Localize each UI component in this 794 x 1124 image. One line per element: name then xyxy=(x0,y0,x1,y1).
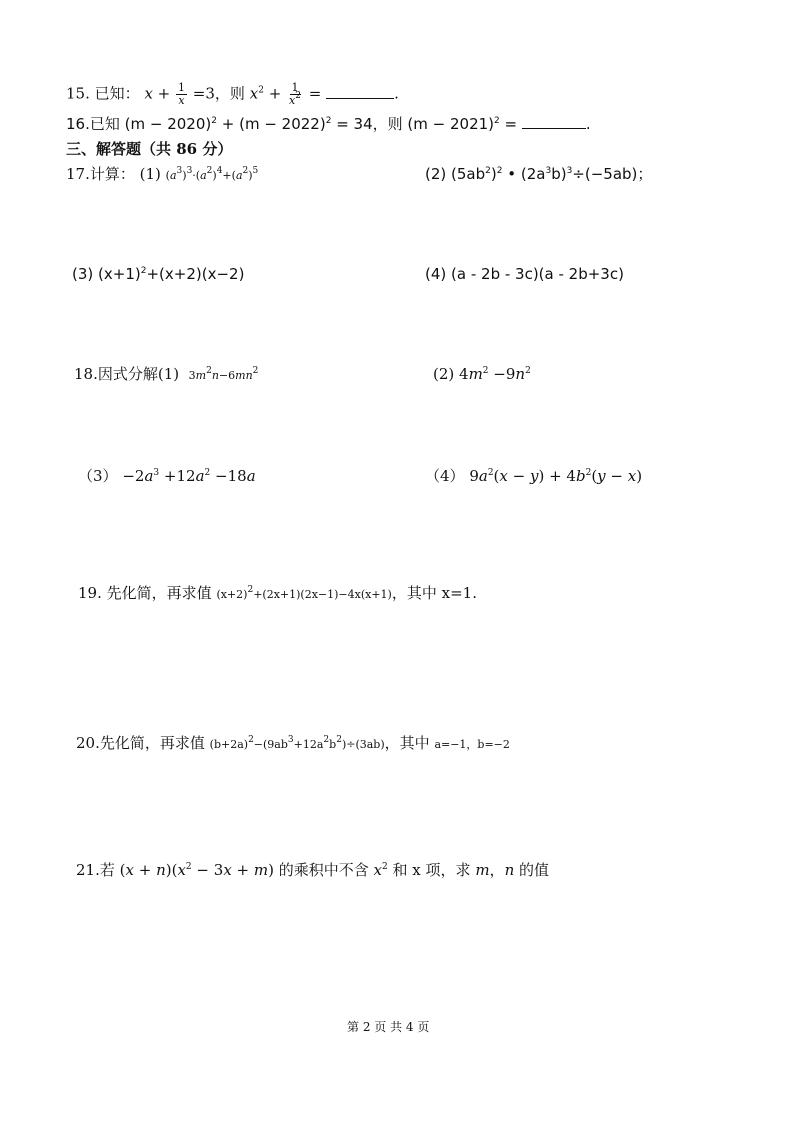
q15-answer-blank[interactable] xyxy=(326,98,394,99)
q15-fraction-2: $\frac{1}{x^2}$ xyxy=(289,81,301,107)
question-17-part-1: 17.计算： (1) $(a^3)^3\cdot(a^2)^4+(a^2)^5$ xyxy=(66,165,259,183)
question-17-part-4: (4) (a - 2b - 3c)(a - 2b+3c) xyxy=(425,265,624,283)
question-17-part-3: (3) $(x+1)^2+(x+2)(x-2)$ xyxy=(72,265,245,283)
section-heading: 三、解答题（共 86 分） xyxy=(66,140,233,158)
question-21: 21.若 $(x + n)(x^2 - 3x + m)$ 的乘积中不含 $x^2$ 和 x 项，求 m，n 的值 xyxy=(76,861,550,879)
question-18-part-1: 18.因式分解(1) $3m^2n-6mn^2$ xyxy=(74,365,259,383)
q15-label: 15. xyxy=(66,84,90,103)
question-15: 15. 已知： x + $\frac{1}{x}$ =3，则 $x^2$ + $\frac{1}{x^2}$ = . xyxy=(66,81,399,107)
q18-label: 18.因式分解(1) xyxy=(74,365,180,383)
question-18-part-3: $(3) -2a^3 +12a^2 -18a$ xyxy=(78,467,256,485)
q16-answer-blank[interactable] xyxy=(522,128,586,129)
q17-label: 17.计算： xyxy=(66,165,135,183)
question-19: 19. 先化简，再求值 $(x+2)^2+(2x+1)(2x-1)-4x(x+1)$，其中 x=1. xyxy=(78,584,477,602)
question-16: 16.已知 $(m - 2020)^2 + (m - 2022)^2 = 34$，则 $(m - 2021)^2$ = . xyxy=(66,115,591,133)
q15-fraction-1: $\frac{1}{x}$ xyxy=(178,81,186,107)
question-20: 20.先化简，再求值 $(b+2a)^2-(9ab^3+12a^2b^2)\div(3ab)$，其中 a=−1，b=−2 xyxy=(76,734,510,752)
question-18-part-4: （4） $9a^2(x - y) + 4b^2(y - x)$ xyxy=(425,467,643,485)
question-18-part-2: (2) $4m^2 -9n^2$ xyxy=(433,365,531,383)
question-17-part-2: (2) $(5ab^2)^2$ • $(2a^3b)^3\div(-5ab)$； xyxy=(425,165,653,183)
page-footer: 第 2 页 共 4 页 xyxy=(347,1020,430,1034)
q15-known: 已知： xyxy=(94,84,140,103)
